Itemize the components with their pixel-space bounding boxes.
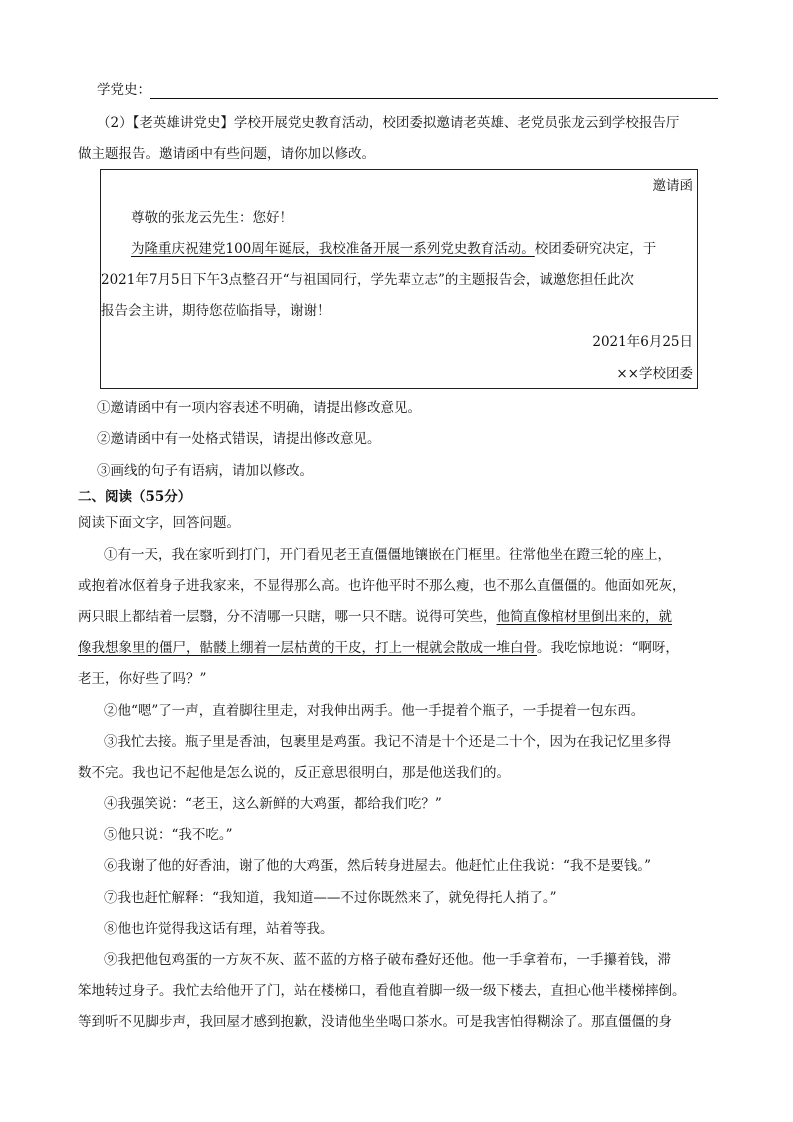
letter-body-line-3: 报告会主讲，期待您莅临指导，谢谢！	[101, 303, 331, 319]
letter-signature: ××学校团委	[616, 366, 693, 382]
passage-p1-line-5: 老王，你好些了吗？”	[78, 671, 207, 687]
passage-p1-line-2: 或抱着冰伛着身子进我家来，不显得那么高。也许他平时不那么瘦，也不那么直僵僵的。他面如死灰，	[78, 578, 686, 594]
letter-body-line-1: 为隆重庆祝建党100周年诞辰，我校准备开展一系列党史教育活动。校团委研究决定，于	[131, 241, 657, 257]
task-3: ③画线的句子有语病，请加以修改。	[97, 463, 313, 479]
invitation-letter-box	[100, 169, 698, 389]
passage-p2: ②他“嗯”了一声，直着脚往里走，对我伸出两手。他一手提着个瓶子，一手提着一包东西。	[104, 703, 645, 719]
passage-p9-line-3: 等到听不见脚步声，我回屋才感到抱歉，没请他坐坐喝口茶水。可是我害怕得糊涂了。那直僵僵的身	[78, 1014, 672, 1030]
party-history-label: 学党史：	[97, 82, 151, 98]
task-1: ①邀请函中有一项内容表述不明确，请提出修改意见。	[97, 400, 421, 416]
passage-p3-line-1: ③我忙去接。瓶子里是香油，包裹里是鸡蛋。我记不清是十个还是二十个，因为在我记忆里多得	[104, 734, 671, 750]
underlined-sentence: 为隆重庆祝建党100周年诞辰，我校准备开展一系列党史教育活动。	[131, 241, 535, 257]
passage-p3-line-2: 数不完。我也记不起他是怎么说的，反正意思很明白，那是他送我们的。	[78, 765, 510, 781]
question-2-line-1: （2）【老英雄讲党史】学校开展党史教育活动，校团委拟邀请老英雄、老党员张龙云到学校报告厅	[97, 115, 680, 131]
letter-body-line-2: 2021年7月5日下午3点整召开“与祖国同行，学先辈立志”的主题报告会，诚邀您担任此次	[101, 272, 634, 288]
passage-p4: ④我强笑说：“老王，这么新鲜的大鸡蛋，都给我们吃？”	[104, 796, 442, 812]
passage-p1-line-1: ①有一天，我在家听到打门，开门看见老王直僵僵地镶嵌在门框里。往常他坐在蹬三轮的座上，	[104, 547, 671, 563]
passage-p1-line-3: 两只眼上都结着一层翳，分不清哪一只瞎，哪一只不瞎。说得可笑些，他简直像棺材里倒出来的，就	[78, 609, 672, 625]
passage-p9-line-2: 笨地转过身子。我忙去给他开了门，站在楼梯口，看他直着脚一级一级下楼去，直担心他半楼梯摔倒。	[78, 983, 686, 999]
task-2: ②邀请函中有一处格式错误，请提出修改意见。	[97, 431, 381, 447]
passage-p1-line-4: 像我想象里的僵尸，骷髅上绷着一层枯黄的干皮，打上一棍就会散成一堆白骨。我吃惊地说：“啊呀，	[78, 640, 679, 656]
section-2-heading: 二、阅读（55分）	[78, 489, 192, 505]
reading-instruction: 阅读下面文字，回答问题。	[78, 515, 240, 531]
passage-p8: ⑧他也许觉得我这话有理，站着等我。	[104, 921, 334, 937]
letter-title: 邀请函	[652, 178, 693, 194]
underlined-description-1: 他简直像棺材里倒出来的，就	[496, 609, 672, 625]
passage-p9-line-1: ⑨我把他包鸡蛋的一方灰不灰、蓝不蓝的方格子破布叠好还他。他一手拿着布，一手攥着钱，滞	[104, 952, 671, 968]
passage-p7: ⑦我也赶忙解释：“我知道，我知道——不过你既然来了，就免得托人捎了。”	[104, 890, 557, 906]
passage-p6: ⑥我谢了他的好香油，谢了他的大鸡蛋，然后转身进屋去。他赶忙止住我说：“我不是要钱。”	[104, 858, 652, 874]
letter-salutation: 尊敬的张龙云先生：您好！	[131, 210, 293, 226]
underlined-description-2: 像我想象里的僵尸，骷髅上绷着一层枯黄的干皮，打上一棍就会散成一堆白骨	[78, 640, 537, 656]
answer-line	[150, 98, 718, 99]
question-2-line-2: 做主题报告。邀请函中有些问题，请你加以修改。	[78, 146, 375, 162]
letter-date: 2021年6月25日	[592, 334, 693, 350]
passage-p5: ⑤他只说：“我不吃。”	[104, 827, 233, 843]
